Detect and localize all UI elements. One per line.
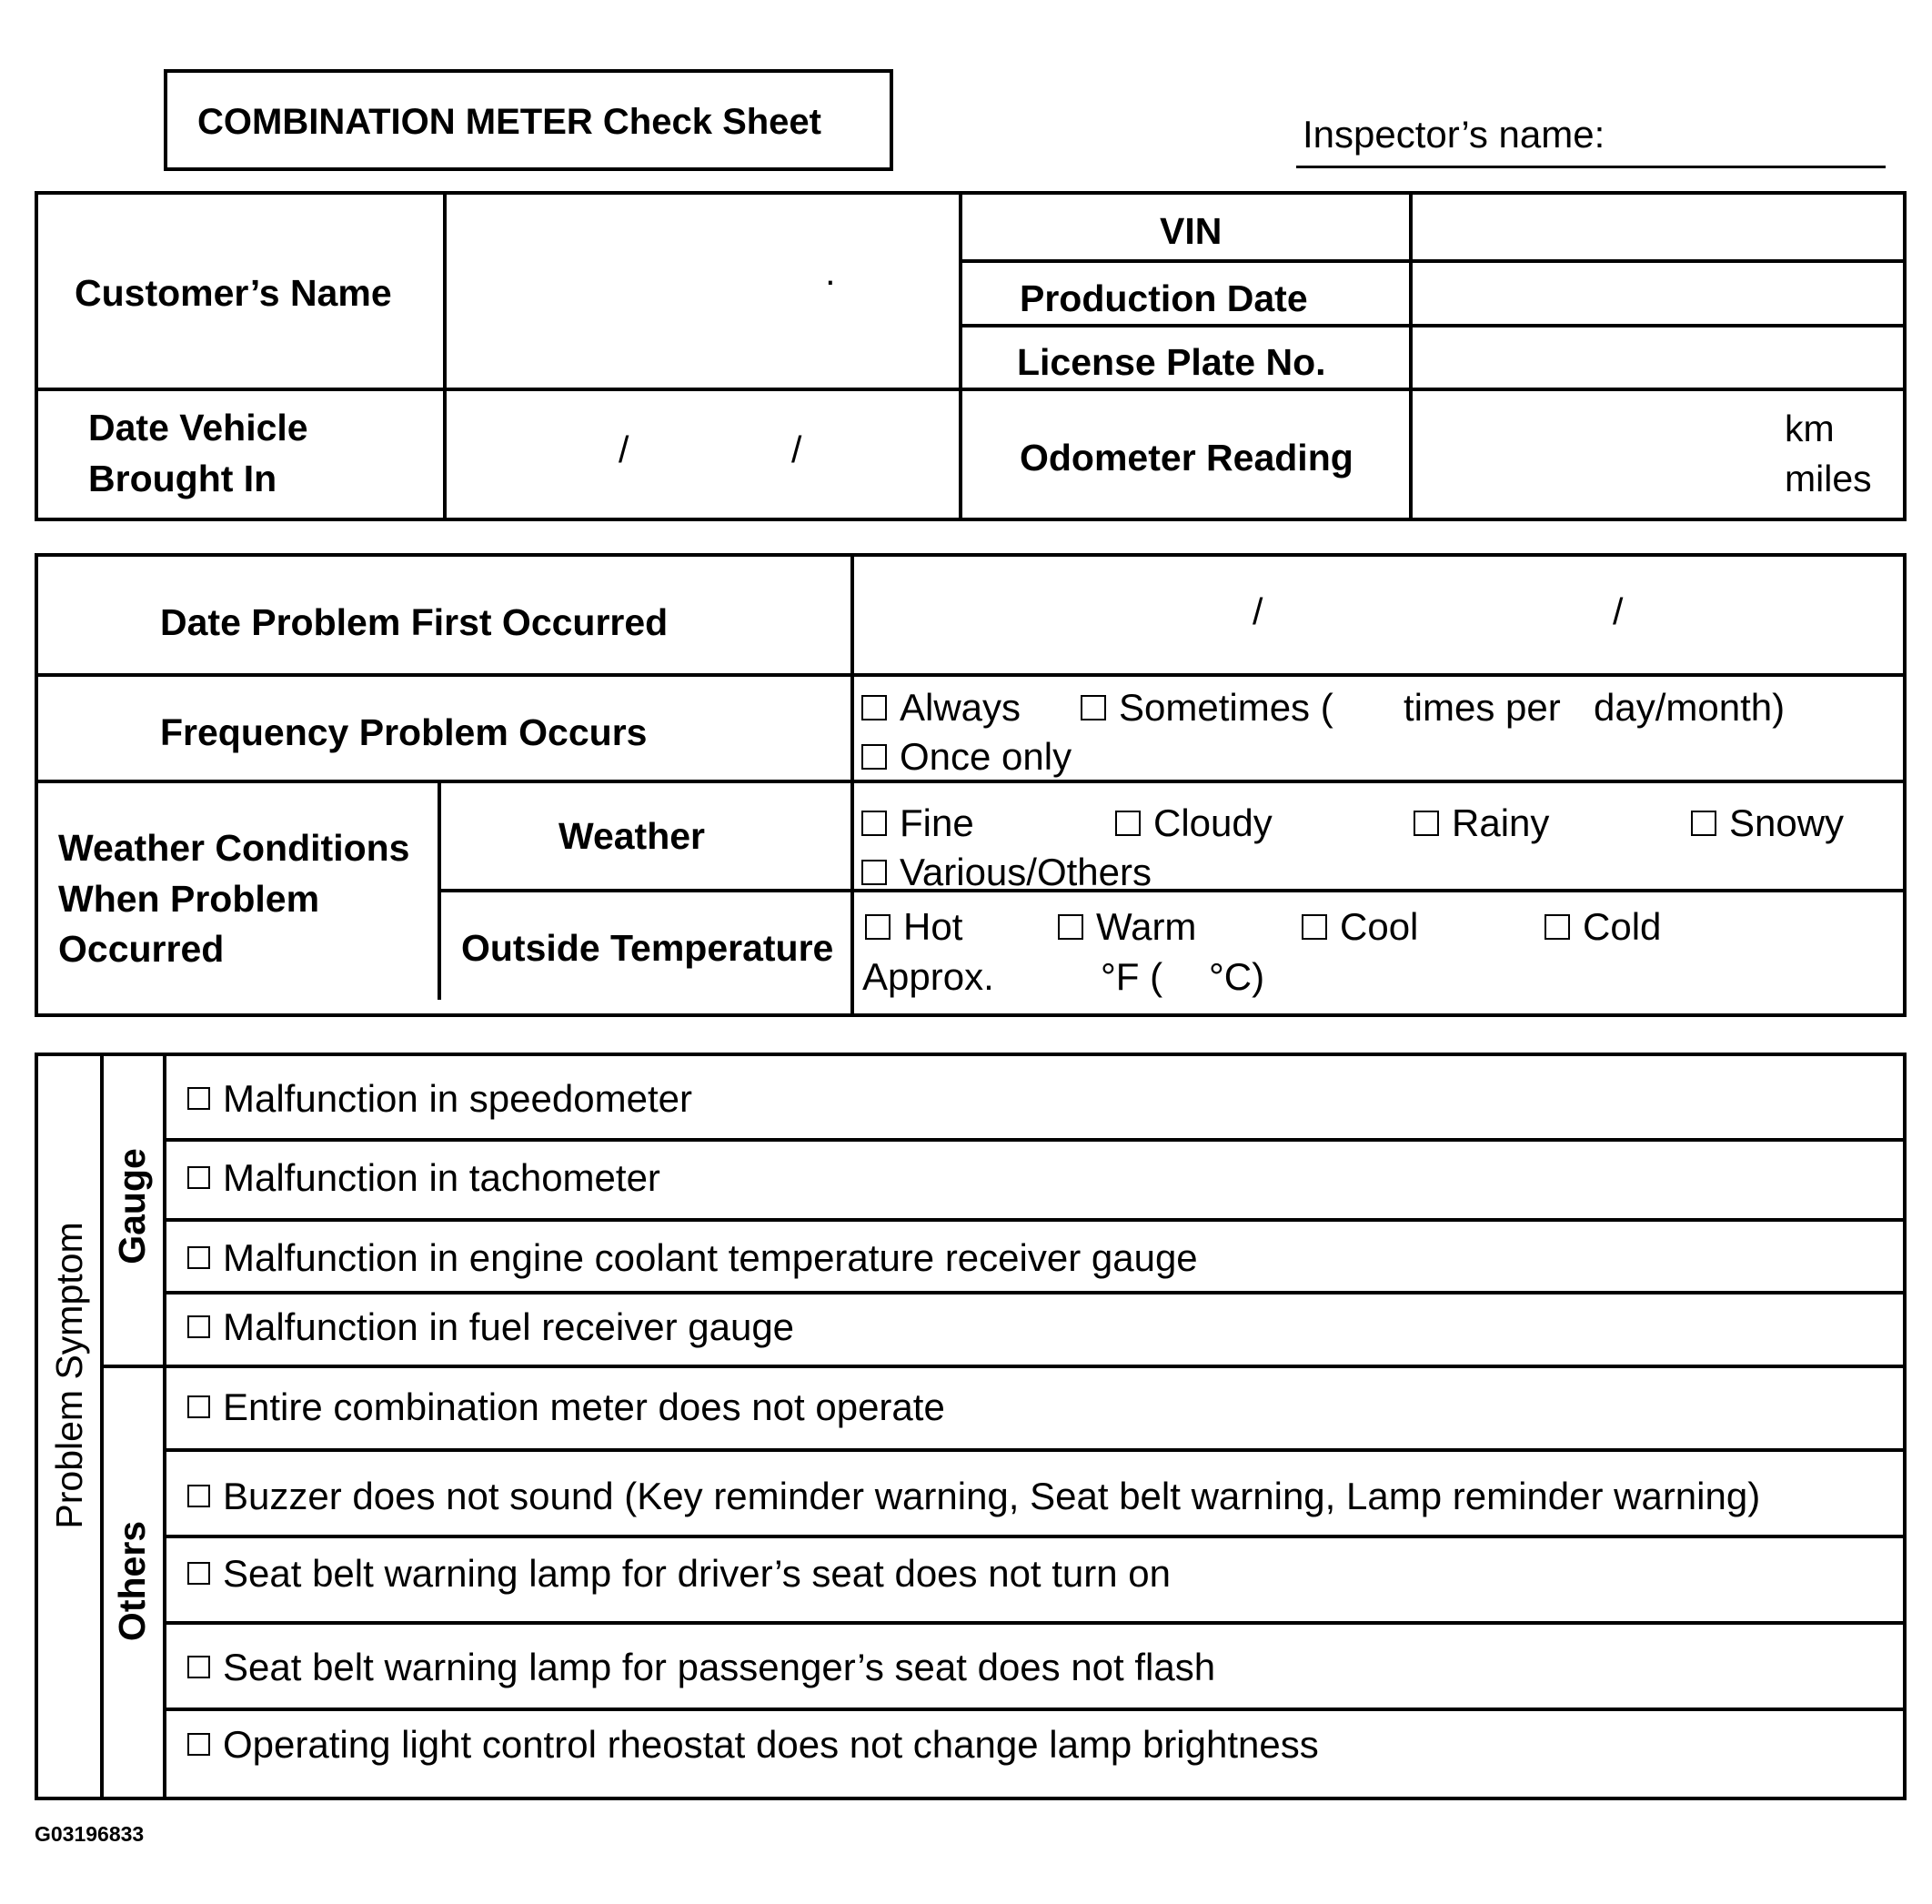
symptom-label: Malfunction in tachometer [223, 1156, 660, 1199]
checkbox-icon[interactable] [187, 1315, 210, 1338]
weather-various-option[interactable] [861, 853, 1152, 892]
weather-cloudy-label: Cloudy [1153, 801, 1273, 844]
symptom-row-divider [163, 1535, 1907, 1538]
symptom-label: Operating light control rheostat does not change lamp brightness [223, 1723, 1319, 1766]
checkbox-icon[interactable] [861, 695, 887, 720]
checkbox-icon[interactable] [865, 914, 891, 940]
freq-sometimes-option[interactable] [1081, 686, 1333, 729]
checkbox-icon[interactable] [187, 1087, 210, 1110]
checkbox-icon[interactable] [187, 1395, 210, 1418]
checkbox-icon[interactable] [1302, 914, 1327, 940]
checkbox-icon[interactable] [861, 811, 887, 836]
weather-conditions-label-line3: Occurred [58, 928, 225, 970]
gauge-others-divider [100, 1365, 1907, 1368]
freq-always-label: Always [900, 686, 1021, 729]
vehicle-col-divider-2 [959, 191, 962, 521]
symptom-row-divider [163, 1448, 1907, 1452]
weather-rainy-option[interactable] [1414, 801, 1550, 844]
freq-times-per-label: times per [1404, 686, 1561, 729]
temp-cold-option[interactable] [1545, 905, 1662, 948]
temp-warm-option[interactable] [1058, 905, 1197, 948]
customer-name-mark: · [824, 259, 837, 301]
symptom-col-divider-2 [163, 1053, 166, 1800]
frequency-label: Frequency Problem Occurs [160, 711, 648, 753]
license-plate-label: License Plate No. [1017, 341, 1326, 383]
weather-rainy-label: Rainy [1452, 801, 1550, 844]
date-brought-in-label-line2: Brought In [88, 458, 277, 499]
figure-id: G03196833 [35, 1822, 145, 1846]
checkbox-icon[interactable] [1414, 811, 1439, 836]
temp-cool-label: Cool [1340, 905, 1419, 948]
vin-field[interactable] [1413, 195, 1903, 259]
weather-fine-option[interactable] [861, 801, 974, 844]
temp-fahrenheit-label: °F ( [1101, 955, 1163, 998]
odometer-field[interactable] [1413, 391, 1758, 518]
sheet-title: COMBINATION METER Check Sheet [197, 102, 821, 142]
symptom-label: Buzzer does not sound (Key reminder warning, Seat belt warning, Lamp reminder warning) [223, 1475, 1761, 1517]
symptom-item[interactable] [187, 1077, 692, 1120]
checkbox-icon[interactable] [187, 1166, 210, 1189]
weather-temp-divider [438, 889, 1907, 892]
weather-snowy-label: Snowy [1729, 801, 1845, 844]
checkbox-icon[interactable] [187, 1246, 210, 1269]
customer-name-field[interactable] [447, 195, 959, 388]
date-brought-in-label-line1: Date Vehicle [88, 407, 308, 448]
symptom-row-divider [163, 1138, 1907, 1142]
temp-warm-label: Warm [1096, 905, 1197, 948]
temp-celsius-label: °C) [1209, 955, 1265, 998]
symptom-item[interactable] [187, 1305, 795, 1348]
license-plate-field[interactable] [1413, 327, 1903, 388]
symptom-row-divider [163, 1291, 1907, 1295]
symptom-item[interactable] [187, 1723, 1319, 1766]
weather-label: Weather [558, 815, 706, 857]
weather-various-label: Various/Others [900, 851, 1152, 893]
symptom-label: Malfunction in speedometer [223, 1077, 692, 1120]
symptom-label: Seat belt warning lamp for passenger’s seat does not flash [223, 1646, 1216, 1688]
weather-cloudy-option[interactable] [1115, 801, 1273, 844]
checkbox-icon[interactable] [1545, 914, 1570, 940]
symptom-label: Malfunction in fuel receiver gauge [223, 1305, 795, 1348]
conditions-row-divider-1 [35, 673, 1907, 677]
symptom-row-divider [163, 1621, 1907, 1625]
symptom-item[interactable] [187, 1648, 1215, 1687]
production-date-label: Production Date [1020, 277, 1308, 319]
symptom-item[interactable] [187, 1477, 1760, 1516]
temp-cool-option[interactable] [1302, 905, 1419, 948]
freq-day-month-label: day/month) [1594, 686, 1786, 729]
inspector-name-field[interactable] [1296, 166, 1886, 168]
temp-approx-label: Approx. [862, 955, 994, 998]
customer-name-label: Customer’s Name [75, 272, 392, 314]
checkbox-icon[interactable] [861, 744, 887, 770]
weather-conditions-label-line2: When Problem [58, 878, 320, 920]
checkbox-icon[interactable] [187, 1733, 210, 1756]
symptom-item[interactable] [187, 1385, 945, 1428]
odometer-label: Odometer Reading [1020, 437, 1353, 479]
checkbox-icon[interactable] [187, 1562, 210, 1585]
temp-hot-label: Hot [903, 905, 963, 948]
date-brought-in-separator-1: / [619, 428, 629, 470]
checkbox-icon[interactable] [1115, 811, 1141, 836]
date-first-occurred-label: Date Problem First Occurred [160, 601, 669, 643]
checkbox-icon[interactable] [1081, 695, 1106, 720]
symptom-label: Seat belt warning lamp for driver’s seat does not turn on [223, 1552, 1172, 1595]
date-first-occurred-field[interactable] [854, 557, 1903, 673]
weather-conditions-label-line1: Weather Conditions [58, 827, 410, 869]
weather-snowy-option[interactable] [1691, 801, 1845, 844]
date-brought-in-field[interactable] [447, 391, 959, 518]
odometer-unit-km: km [1785, 408, 1835, 449]
date-first-occurred-separator-2: / [1613, 590, 1624, 632]
freq-once-only-option[interactable] [861, 735, 1072, 778]
outside-temperature-label: Outside Temperature [461, 927, 834, 969]
odometer-unit-miles: miles [1785, 458, 1872, 499]
temp-hot-option[interactable] [865, 905, 963, 948]
checkbox-icon[interactable] [187, 1656, 210, 1678]
date-brought-in-separator-2: / [791, 428, 802, 470]
inspector-label: Inspector’s name: [1303, 113, 1605, 156]
symptom-col-divider-1 [100, 1053, 104, 1800]
symptom-item[interactable] [187, 1236, 1198, 1279]
checkbox-icon[interactable] [1058, 914, 1083, 940]
symptom-label: Entire combination meter does not operate [223, 1385, 945, 1428]
gauge-label: Gauge [111, 1148, 153, 1264]
symptom-item[interactable] [187, 1156, 660, 1199]
checkbox-icon[interactable] [187, 1485, 210, 1507]
vin-label: VIN [1160, 210, 1223, 252]
symptom-row-divider [163, 1708, 1907, 1711]
symptom-row-divider [163, 1218, 1907, 1222]
weather-fine-label: Fine [900, 801, 974, 844]
freq-always-option[interactable] [861, 686, 1021, 729]
problem-symptom-label: Problem Symptom [48, 1222, 90, 1529]
symptom-label: Malfunction in engine coolant temperature receiver gauge [223, 1236, 1198, 1279]
others-label: Others [111, 1520, 153, 1642]
date-first-occurred-separator-1: / [1253, 590, 1263, 632]
symptom-item[interactable] [187, 1552, 1172, 1595]
freq-sometimes-label: Sometimes ( [1119, 686, 1333, 729]
production-date-field[interactable] [1413, 263, 1903, 324]
temp-cold-label: Cold [1583, 905, 1662, 948]
checkbox-icon[interactable] [1691, 811, 1716, 836]
checkbox-icon[interactable] [861, 860, 887, 885]
conditions-row-divider-2 [35, 780, 1907, 783]
freq-once-only-label: Once only [900, 735, 1072, 778]
